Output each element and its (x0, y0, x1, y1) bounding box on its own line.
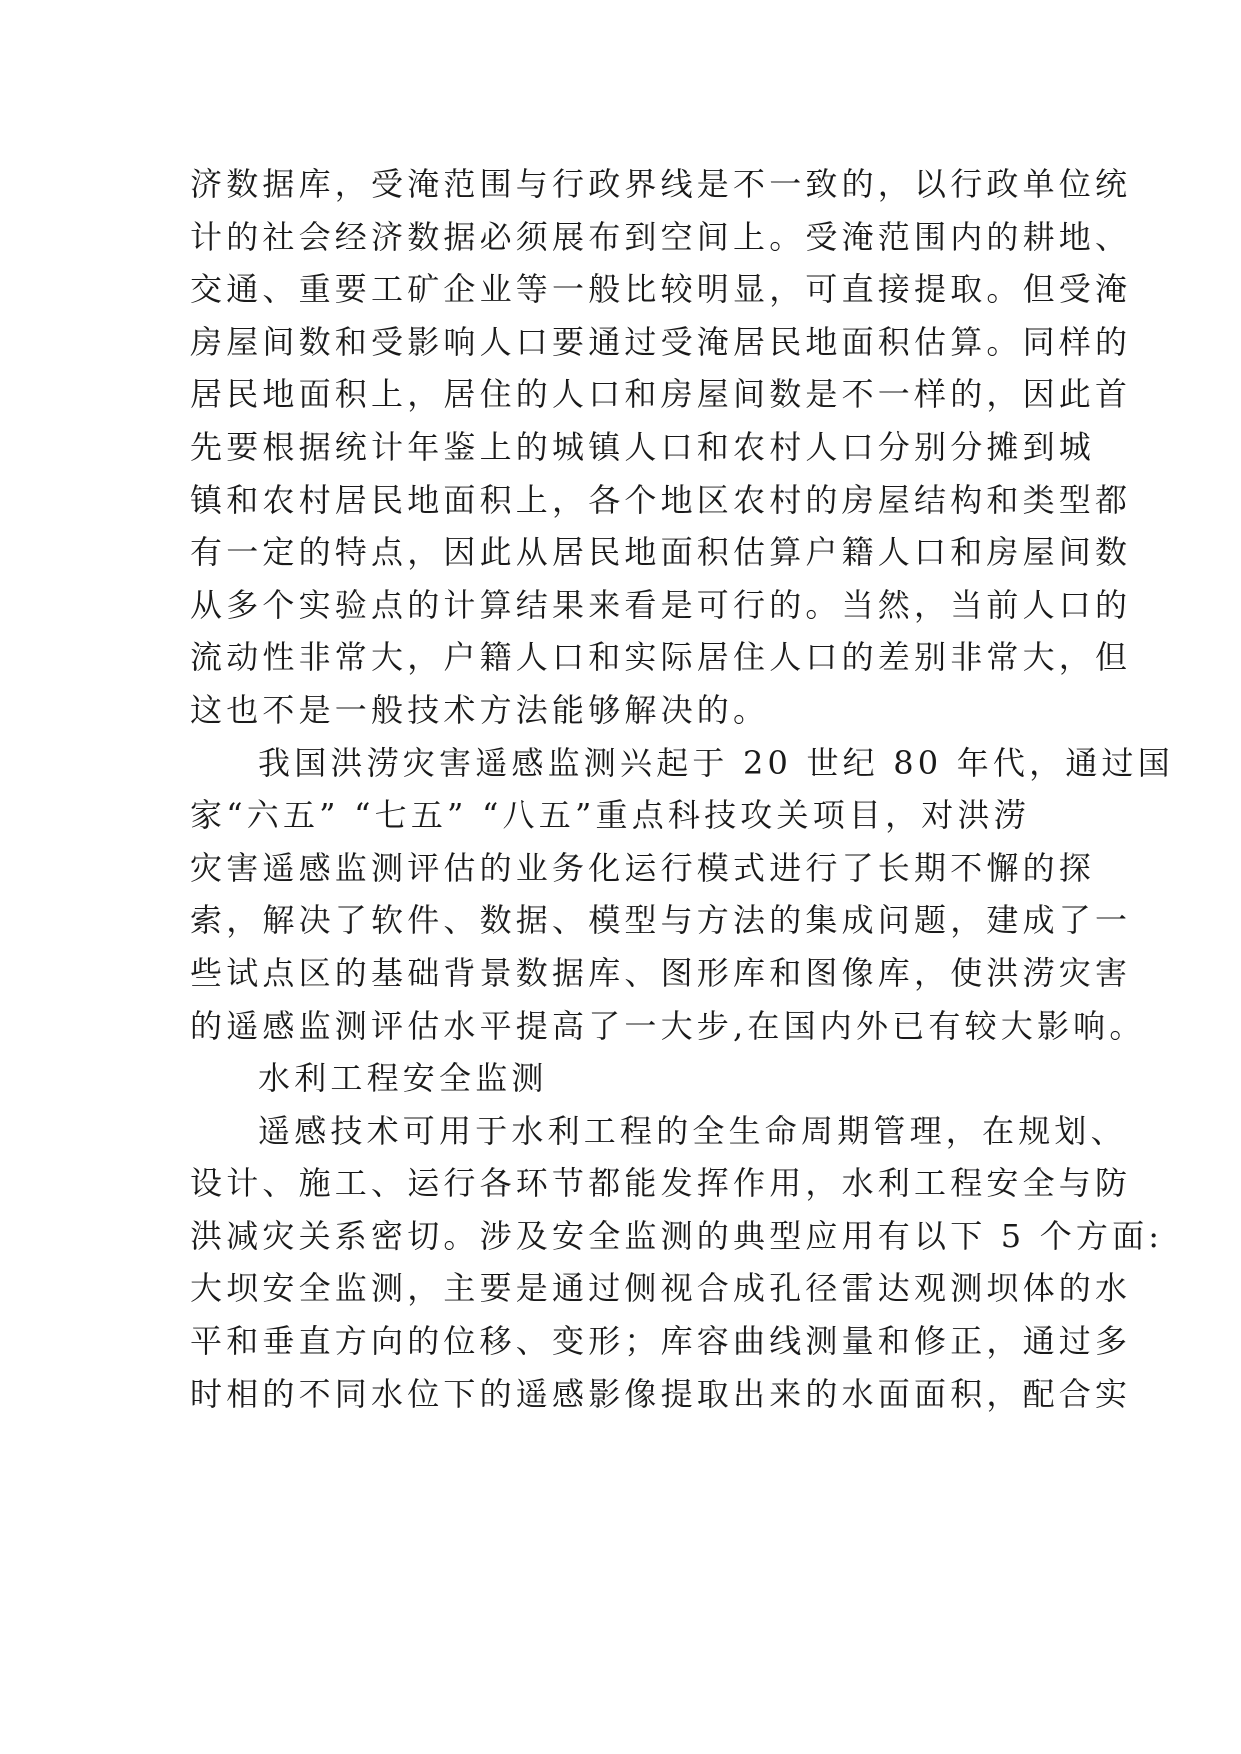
text-line: 索，解决了软件、数据、模型与方法的集成问题，建成了一 (190, 901, 1132, 940)
text-line: 这也不是一般技术方法能够解决的。 (190, 690, 770, 729)
text-line: 从多个实验点的计算结果来看是可行的。当然，当前人口的 (190, 585, 1132, 624)
text-line: 家“六五” “七五” “八五”重点科技攻关项目，对洪涝 (190, 796, 1030, 835)
text-line: 设计、施工、运行各环节都能发挥作用，水利工程安全与防 (190, 1164, 1132, 1203)
text-line: 流动性非常大，户籍人口和实际居住人口的差别非常大，但 (190, 638, 1132, 677)
text-line: 居民地面积上，居住的人口和房屋间数是不一样的，因此首 (190, 375, 1132, 414)
text-line: 有一定的特点，因此从居民地面积估算户籍人口和房屋间数 (190, 533, 1132, 572)
text-line: 济数据库，受淹范围与行政界线是不一致的，以行政单位统 (190, 165, 1132, 203)
body-text (190, 158, 1174, 1420)
text-line: 先要根据统计年鉴上的城镇人口和农村人口分别分摊到城 (190, 427, 1096, 466)
text-line: 灾害遥感监测评估的业务化运行模式进行了长期不懈的探 (190, 848, 1096, 887)
text-line: 平和垂直方向的位移、变形；库容曲线测量和修正，通过多 (190, 1322, 1132, 1361)
text-line: 计的社会经济数据必须展布到空间上。受淹范围内的耕地、 (190, 217, 1132, 256)
text-line: 交通、重要工矿企业等一般比较明显，可直接提取。但受淹 (190, 270, 1132, 309)
text-line: 房屋间数和受影响人口要通过受淹居民地面积估算。同样的 (190, 322, 1132, 361)
text-line: 遥感技术可用于水利工程的全生命周期管理，在规划、 (258, 1111, 1127, 1150)
text-line: 的遥感监测评估水平提高了一大步,在国内外已有较大影响。 (190, 1006, 1146, 1045)
text-line: 水利工程安全监测 (258, 1059, 548, 1098)
text-line: 洪减灾关系密切。涉及安全监测的典型应用有以下 5 个方面: (190, 1216, 1164, 1255)
text-line: 我国洪涝灾害遥感监测兴起于 20 世纪 80 年代，通过国 (258, 743, 1174, 782)
text-line: 大坝安全监测，主要是通过侧视合成孔径雷达观测坝体的水 (190, 1269, 1132, 1308)
text-line: 镇和农村居民地面积上，各个地区农村的房屋结构和类型都 (190, 480, 1132, 519)
text-line: 时相的不同水位下的遥感影像提取出来的水面面积，配合实 (190, 1374, 1132, 1413)
text-line: 些试点区的基础背景数据库、图形库和图像库，使洪涝灾害 (190, 953, 1132, 992)
